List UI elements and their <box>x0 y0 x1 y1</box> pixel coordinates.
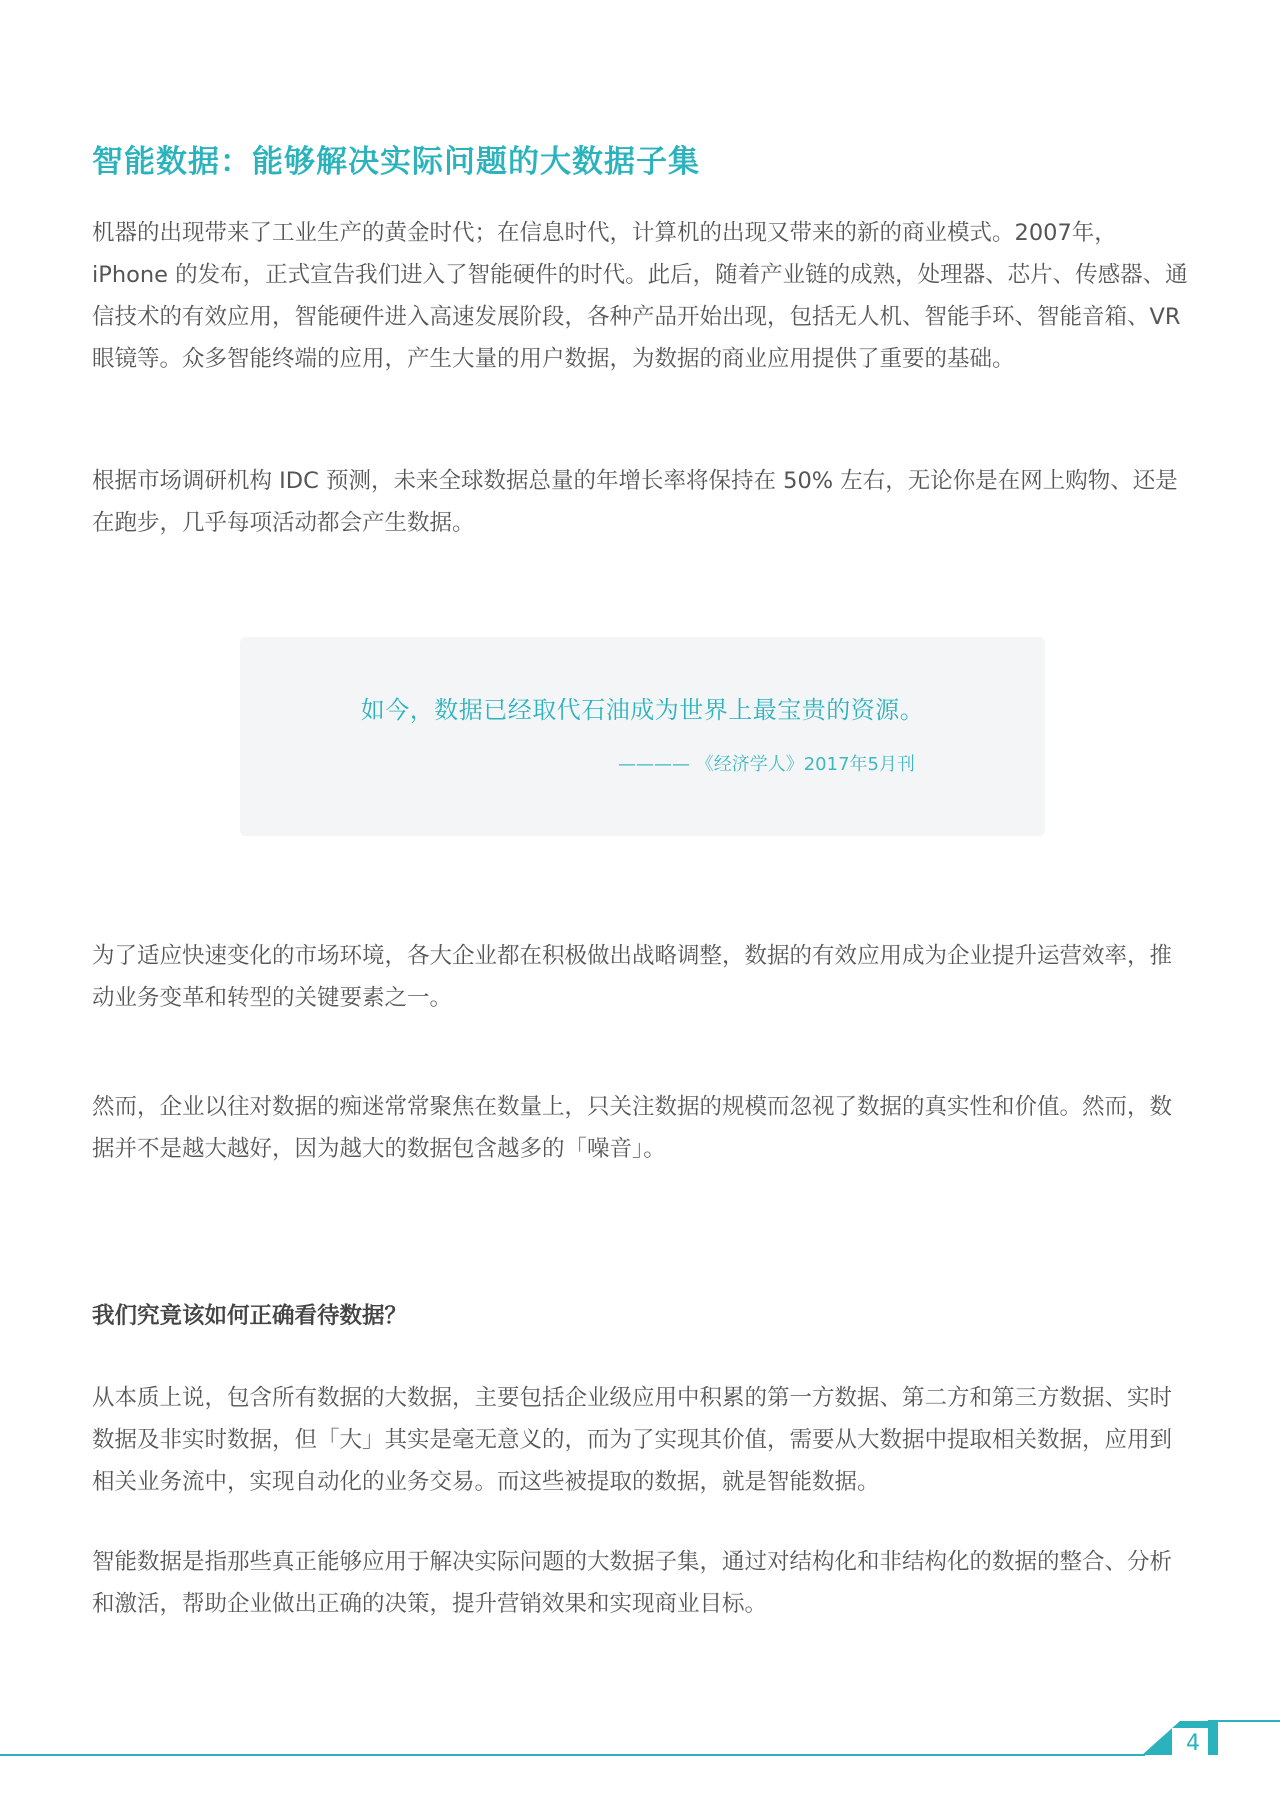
footer-decoration <box>0 1695 1280 1765</box>
page-number: 4 <box>1186 1731 1200 1756</box>
page-title: 智能数据：能够解决实际问题的大数据子集 <box>92 144 700 180</box>
intro-paragraph: 机器的出现带来了工业生产的黄金时代；在信息时代，计算机的出现又带来的新的商业模式。2007年，iPhone 的发布，正式宣告我们进入了智能硬件的时代。此后，随着产业链的成熟，处理器、芯片、传感器、通信技术的有效应用，智能硬件进入高速发展阶段，各种产品开始出现，包括无人机、智能手环、智能音箱、VR 眼镜等。众多智能终端的应用，产生大量的用户数据，为数据的商业应用提供了重要的基础。 <box>92 220 1188 372</box>
essence-paragraph: 从本质上说，包含所有数据的大数据，主要包括企业级应用中积累的第一方数据、第二方和第三方数据、实时数据及非实时数据，但「大」其实是毫无意义的，而为了实现其价值，需要从大数据中提取相关数据，应用到相关业务流中，实现自动化的业务交易。而这些被提取的数据，就是智能数据。 <box>92 1385 1173 1495</box>
idc-paragraph: 根据市场调研机构 IDC 预测，未来全球数据总量的年增长率将保持在 50% 左右，无论你是在网上购物、还是在跑步，几乎每项活动都会产生数据。 <box>92 468 1178 536</box>
quote-text: 如今，数据已经取代石油成为世界上最宝贵的资源。 <box>360 696 925 724</box>
definition-paragraph: 智能数据是指那些真正能够应用于解决实际问题的大数据子集，通过对结构化和非结构化的数据的整合、分析和激活，帮助企业做出正确的决策，提升营销效果和实现商业目标。 <box>92 1549 1173 1617</box>
quote-source: ———— 《经济学人》2017年5月刊 <box>618 754 915 775</box>
quote-box <box>240 637 1045 836</box>
however-paragraph: 然而，企业以往对数据的痴迷常常聚焦在数量上，只关注数据的规模而忽视了数据的真实性和价值。然而，数据并不是越大越好，因为越大的数据包含越多的「噪音」。 <box>92 1094 1173 1162</box>
adapt-paragraph: 为了适应快速变化的市场环境，各大企业都在积极做出战略调整，数据的有效应用成为企业提升运营效率，推动业务变革和转型的关键要素之一。 <box>92 943 1173 1011</box>
section-subheading: 我们究竟该如何正确看待数据？ <box>92 1303 408 1329</box>
